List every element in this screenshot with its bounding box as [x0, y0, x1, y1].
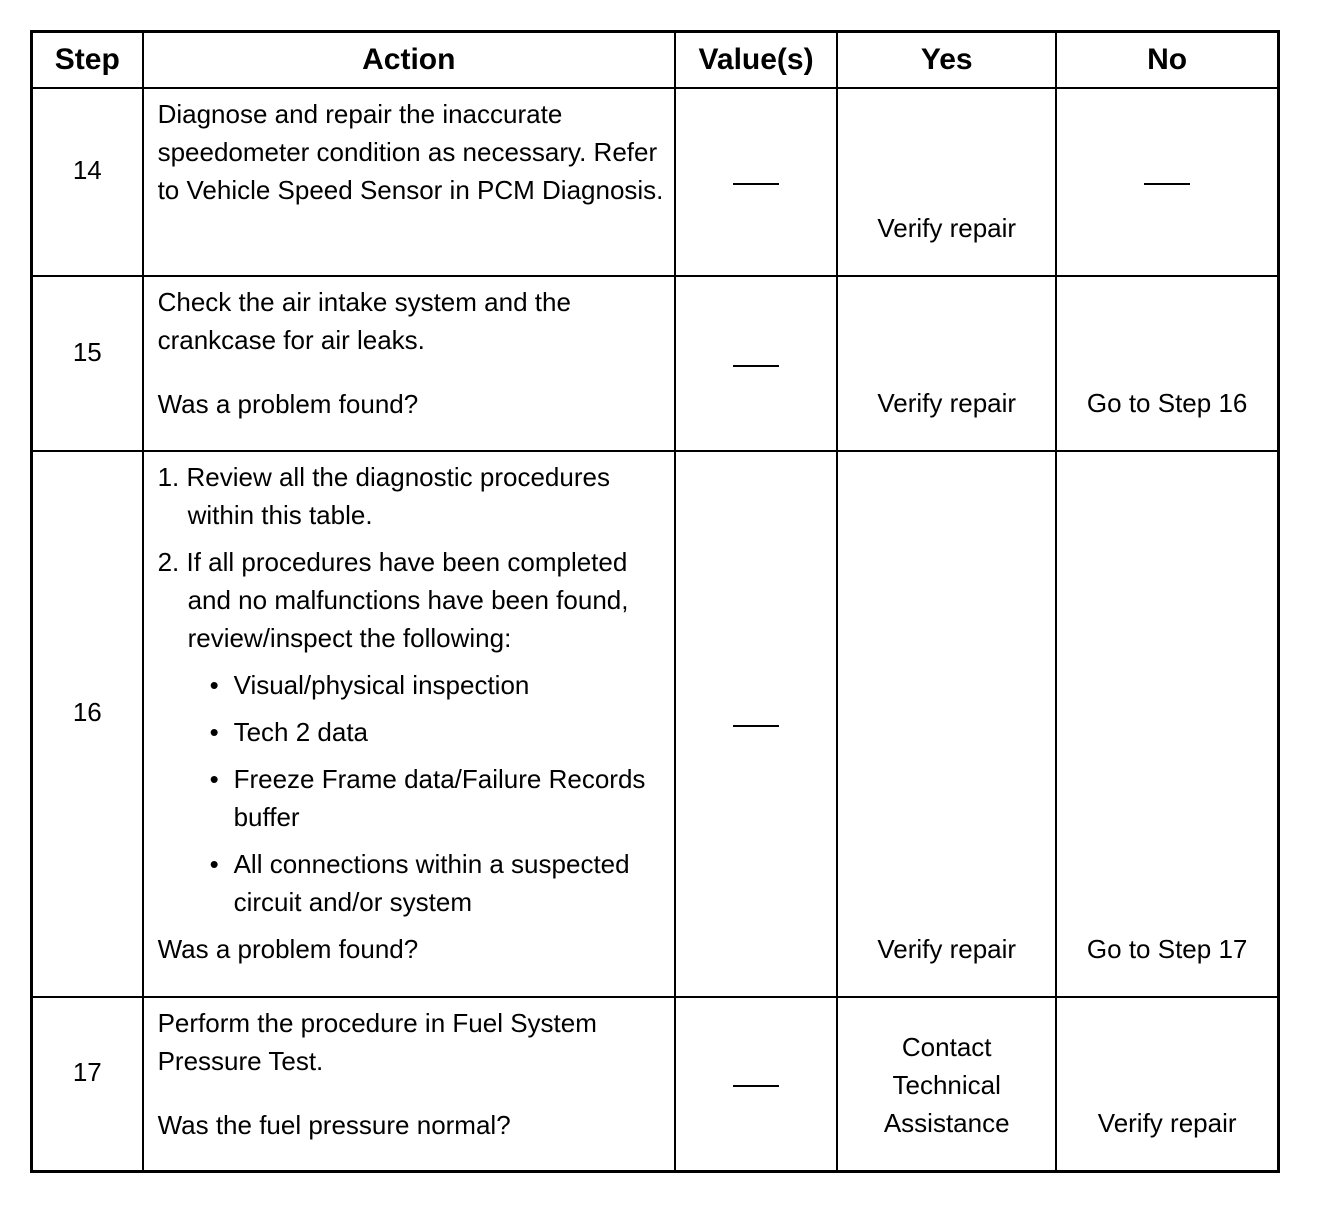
action-cell	[143, 997, 675, 1171]
value-cell	[675, 997, 837, 1171]
step-number-text: 14	[72, 155, 102, 185]
procedure-item: 1. Review all the diagnostic procedures within this table.	[157, 462, 610, 530]
header-row	[32, 32, 1279, 89]
value-dash	[733, 183, 779, 185]
action-cell	[143, 276, 675, 451]
no-result: Go to Step 17	[1056, 451, 1278, 997]
no-dash	[1144, 183, 1190, 185]
step-number	[32, 88, 143, 276]
procedure-item: 2. If all procedures have been completed and no malfunctions have been found, review/inspect the following:	[157, 547, 629, 653]
yes-result: Verify repair	[837, 88, 1056, 276]
step-number	[32, 276, 143, 451]
header-yes: Yes	[837, 32, 1056, 89]
table-row-step-17	[32, 997, 1279, 1171]
table-row-step-16	[32, 451, 1279, 997]
value-dash	[733, 725, 779, 727]
step-number-text: 15	[72, 336, 102, 367]
value-cell	[675, 451, 837, 997]
step-number-text: 16	[72, 697, 102, 727]
table-row-step-14	[32, 88, 1279, 276]
inspection-item: • Visual/physical inspection	[210, 666, 664, 704]
value-cell	[675, 88, 837, 276]
diagnostic-table	[30, 30, 1280, 1173]
value-dash	[733, 1085, 779, 1087]
header-action: Action	[143, 32, 675, 89]
header-step: Step	[32, 32, 143, 89]
no-result: Verify repair	[1056, 997, 1278, 1171]
inspection-item: • Freeze Frame data/Failure Records buffer	[210, 760, 664, 836]
action-question: Was the fuel pressure normal?	[157, 1110, 511, 1140]
value-cell	[675, 276, 837, 451]
action-text: Diagnose and repair the inaccurate speedometer condition as necessary. Refer to Vehicle Speed Sensor in PCM Diagnosis.	[157, 99, 664, 205]
no-result: Go to Step 16	[1056, 276, 1278, 451]
yes-result: Verify repair	[837, 451, 1056, 997]
inspection-list	[158, 666, 664, 921]
value-dash	[733, 365, 779, 367]
header-values: Value(s)	[675, 32, 837, 89]
step-number	[32, 451, 143, 997]
action-cell	[143, 451, 675, 997]
yes-result: Verify repair	[837, 276, 1056, 451]
inspection-item: • All connections within a suspected circuit and/or system	[210, 845, 664, 921]
action-text: Perform the procedure in Fuel System Pressure Test.	[157, 1008, 597, 1076]
action-cell	[143, 88, 675, 276]
action-text: Check the air intake system and the crankcase for air leaks.	[157, 287, 571, 355]
yes-result: Contact Technical Assistance	[837, 997, 1056, 1171]
step-number-text: 17	[72, 1056, 102, 1087]
action-question: Was a problem found?	[157, 934, 419, 964]
header-no: No	[1056, 32, 1278, 89]
procedure-list	[158, 458, 664, 657]
table-row-step-15	[32, 276, 1279, 451]
step-number	[32, 997, 143, 1171]
inspection-item: • Tech 2 data	[210, 713, 664, 751]
action-question: Was a problem found?	[157, 389, 419, 419]
no-cell	[1056, 88, 1278, 276]
